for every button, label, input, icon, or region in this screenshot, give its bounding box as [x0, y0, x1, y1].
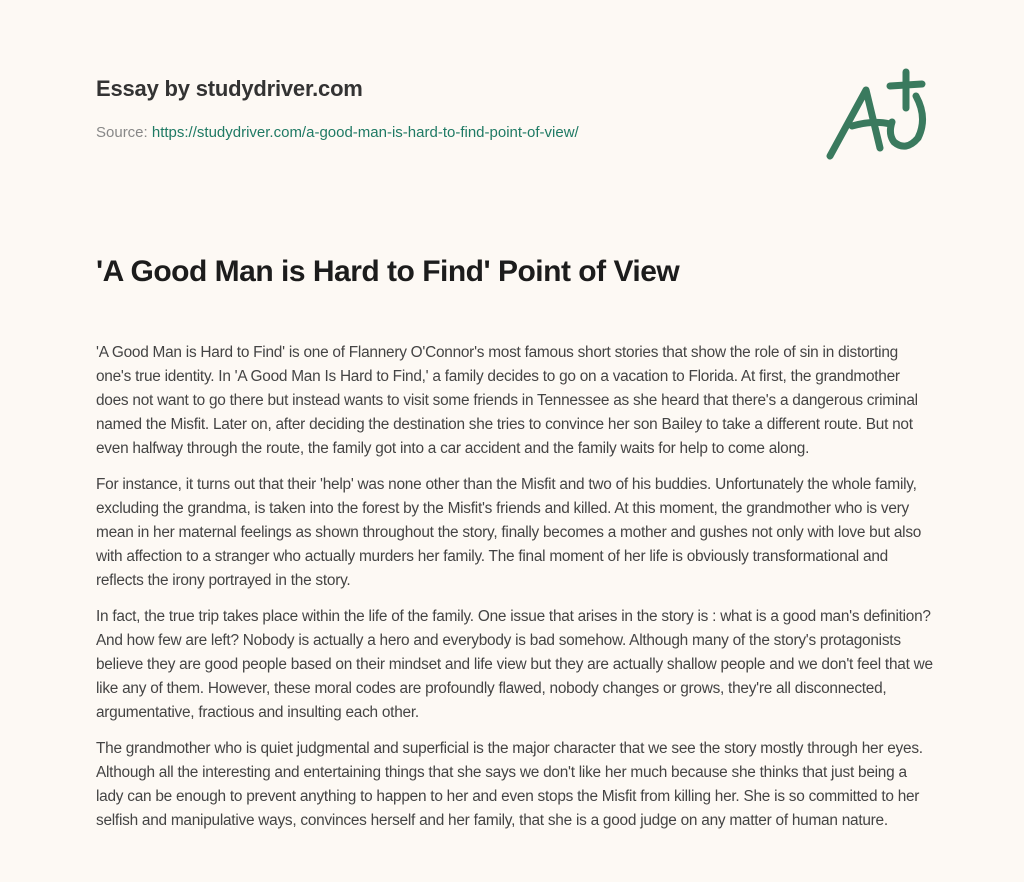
paragraph: For instance, it turns out that their 'help' was none other than the Misfit and two of his buddies. Unfortunately the whole family, excluding the grandma, is taken into the forest by the Misfit's friends and killed. At this moment, the grandmother who is very mean in her maternal feelings as shown throughout the story, finally becomes a mother and gushes not only with love but also with affection to a stranger who actually murders her family. The final moment of her life is obviously transformational and reflects the irony portrayed in the story. — [96, 476, 922, 589]
source-line — [96, 124, 796, 141]
essay-title: 'A Good Man is Hard to Find' Point of View — [96, 255, 680, 288]
paragraph: The grandmother who is quiet judgmental and superficial is the major character that we see the story mostly through her eyes. Although all the interesting and entertaining things that she says we don't like her much because she thinks that just being a lady can be enough to prevent anything to happen to her and even stops the Misfit from killing her. She is so committed to her selfish and manipulative ways, convinces herself and her family, that she is a good judge on any matter of human nature. — [96, 740, 923, 829]
source-link[interactable]: https://studydriver.com/a-good-man-is-hard-to-find-point-of-view/ — [151, 124, 579, 141]
brand-title: Essay by studydriver.com — [96, 76, 363, 101]
paragraph: In fact, the true trip takes place within the life of the family. One issue that arises in the story is : what is a good man's definition? And how few are left? Nobody is actually a hero and everybody is bad somehow. Although many of the story's protagonists believe they are good people based on their mindset and life view but they are actually shallow people and we don't feel that we like any of them. However, these moral codes are profoundly flawed, nobody changes or grows, they're all disconnected, argumentative, fractious and insulting each other. — [96, 608, 933, 721]
paragraph: 'A Good Man is Hard to Find' is one of Flannery O'Connor's most famous short stories that show the role of sin in distorting one's true identity. In 'A Good Man Is Hard to Find,' a family decides to go on a vacation to Florida. At first, the grandmother does not want to go there but instead wants to visit some friends in Tennessee as she heard that there's a dangerous criminal named the Misfit. Later on, after deciding the destination she tries to convince her son Bailey to take a different route. But not even halfway through the route, the family got into a car accident and the family waits for help to come along. — [96, 344, 918, 457]
essay-body — [96, 341, 936, 845]
a-plus-grade-icon — [818, 68, 938, 168]
essay-header — [96, 76, 796, 141]
source-label: Source: — [96, 124, 148, 141]
